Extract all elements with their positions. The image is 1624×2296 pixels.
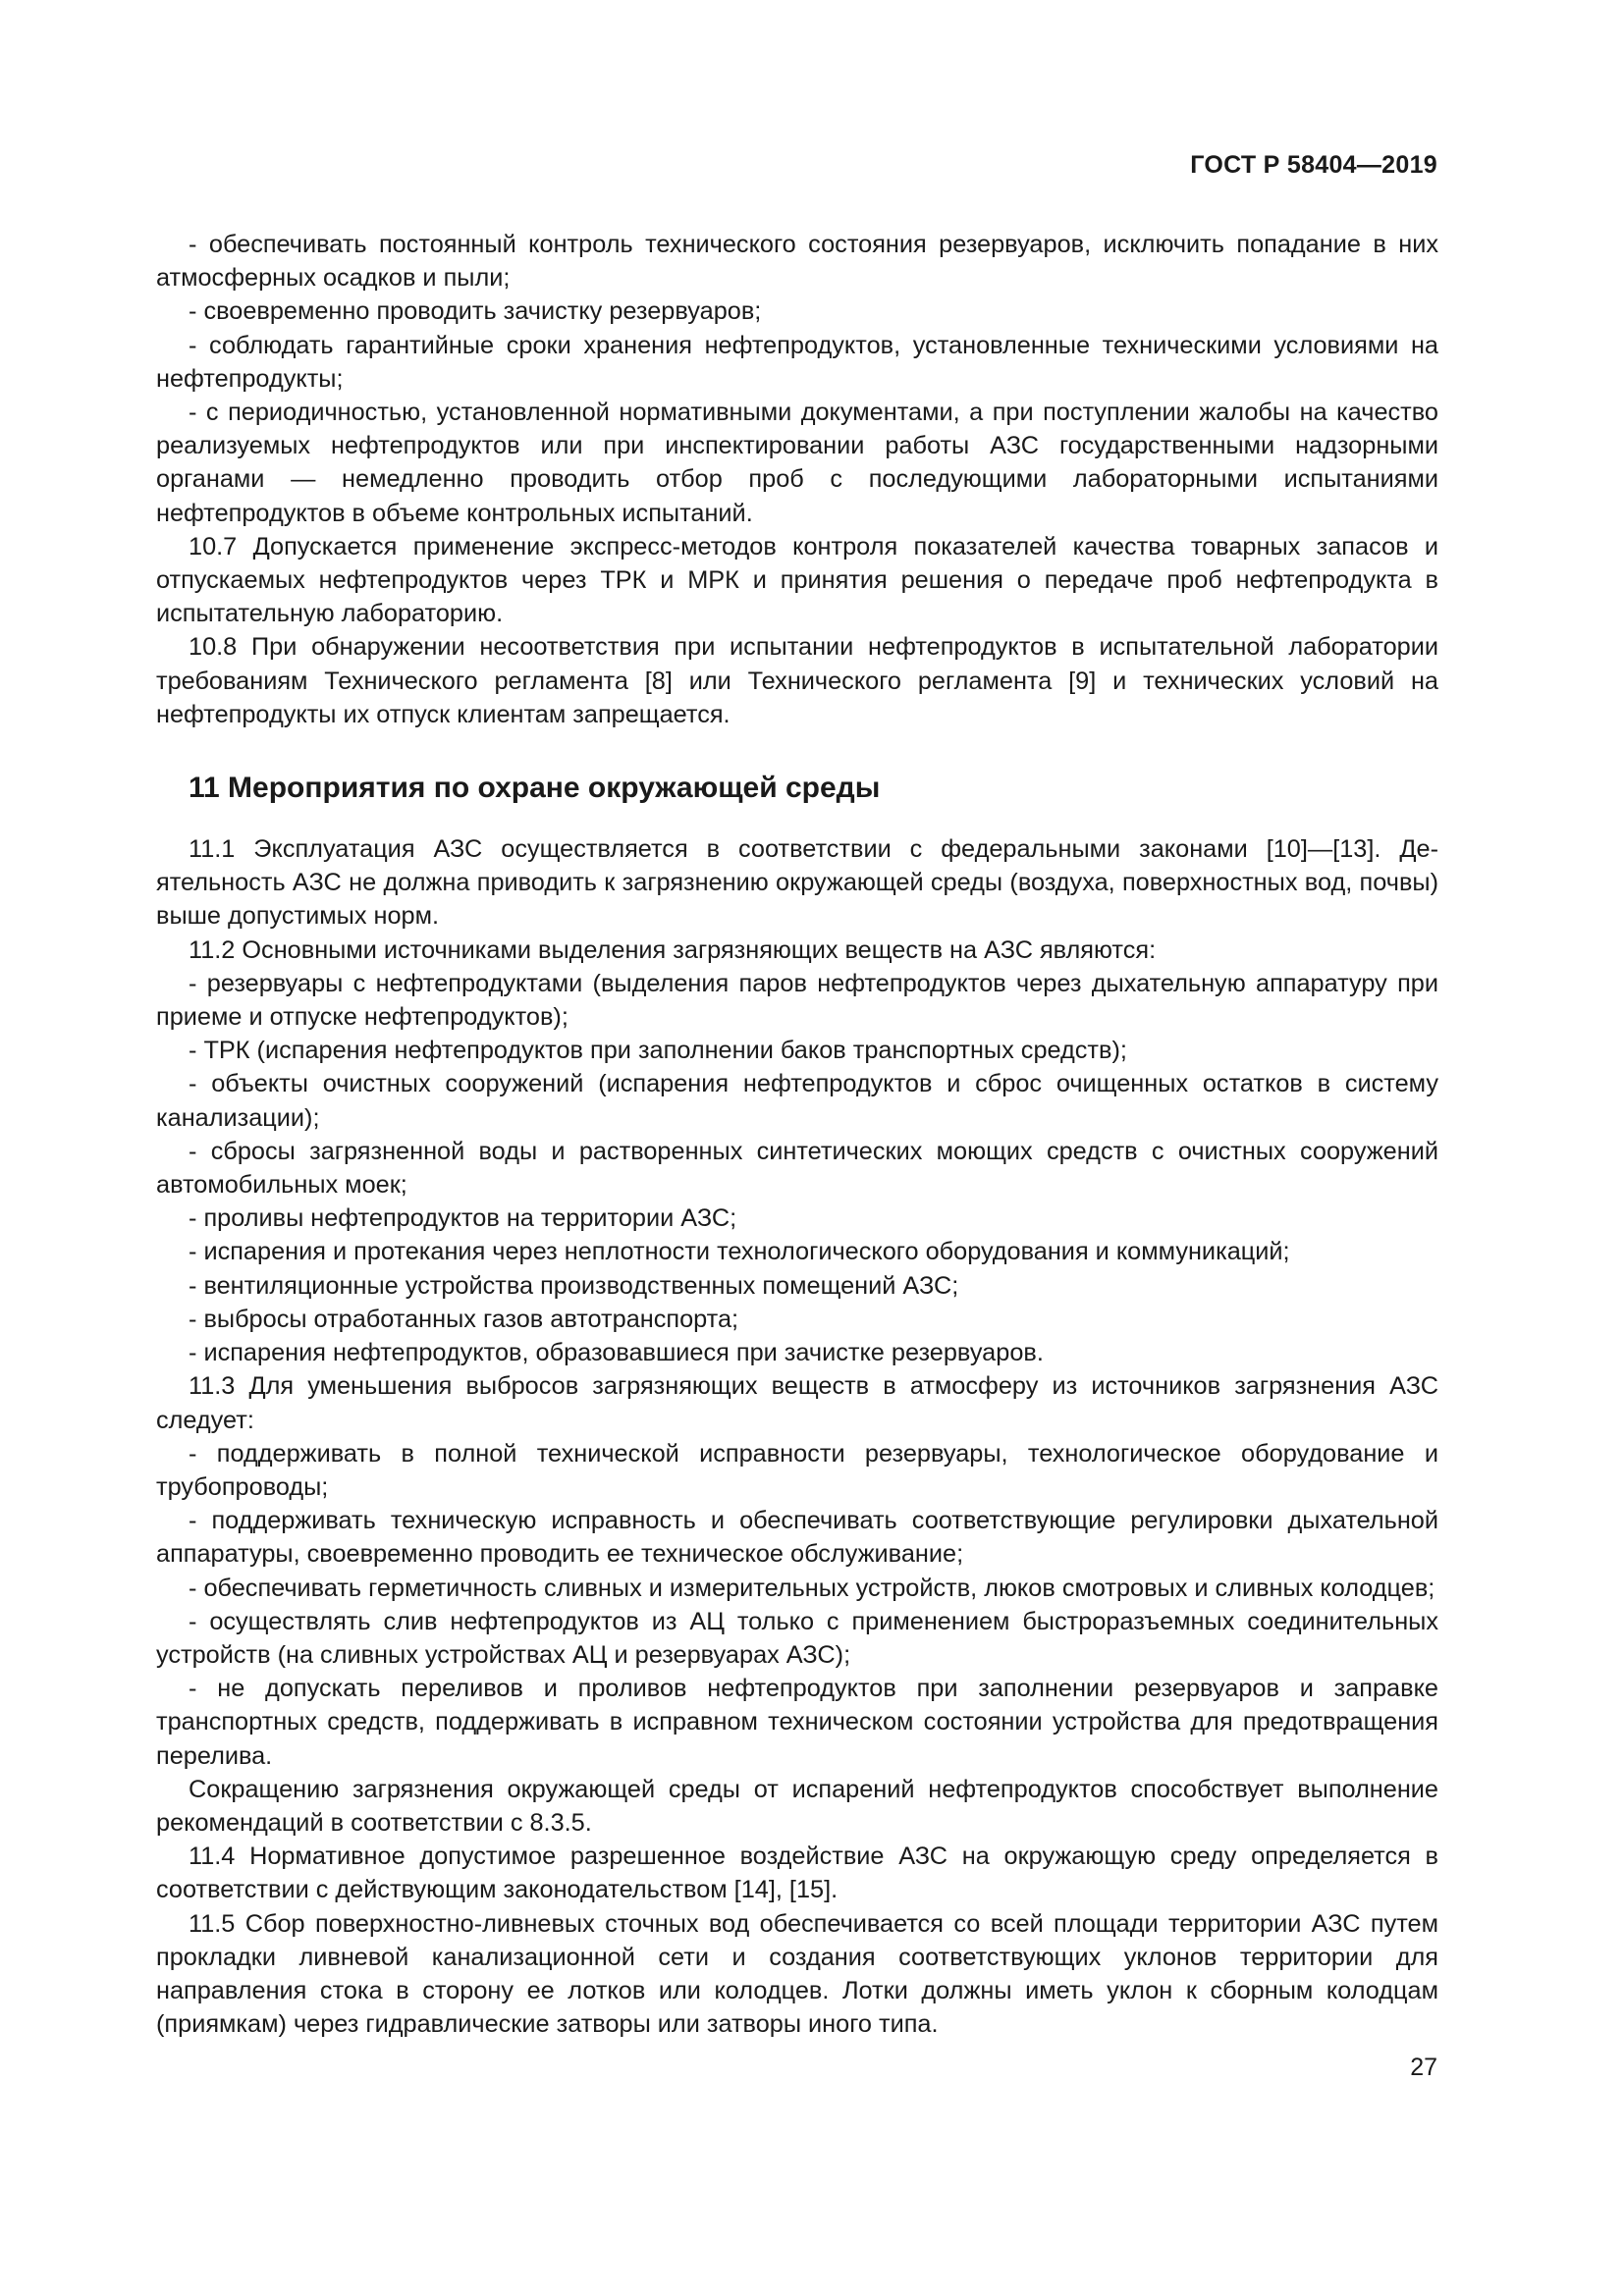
list-item: - сбросы загрязненной воды и растворенных синтетических моющих средств с очистных сооружений автомобильных моек;	[156, 1137, 1438, 1200]
list-item: - поддерживать в полной технической исправности резервуары, технологическое оборудование и трубопроводы;	[156, 1439, 1438, 1501]
paragraph: - своевременно проводить зачистку резервуаров;	[189, 297, 762, 326]
paragraph: - с периодичностью, установленной нормативными документами, а при поступлении жалобы на качество реализуемых нефтепродуктов или при инспектировании работы АЗС государственными надзорными органами — немедленно проводить отбор проб с последующими лабораторными испытаниями нефтепродуктов в объеме контрольных испытаний.	[156, 399, 1438, 527]
list-item: - обеспечивать герметичность сливных и измерительных устройств, люков смотровых и сливных колодцев;	[189, 1574, 1435, 1602]
paragraph: - соблюдать гарантийные сроки хранения нефтепродуктов, установленные техническими условиями на нефтепродукты;	[156, 331, 1438, 393]
paragraph: 11.5 Сбор поверхностно-ливневых сточных вод обеспечивается со всей площади территории АЗС путем прокладки ливневой канализационной сети и создания соответствующих уклонов территории для направления стока в сторону ее лотков или колодцев. Лотки должны иметь уклон к сборным колодцам (приямкам) через гидравлические затворы или затворы иного типа.	[156, 1909, 1438, 2039]
list-item: - ТРК (испарения нефтепродуктов при заполнении баков транспортных средств);	[189, 1037, 1127, 1065]
paragraph: 10.8 При обнаружении несоответствия при испытании нефтепродуктов в испытательной лаборатории требованиям Технического регламента [8] или Технического регламента [9] и технических условий на нефтепродукты их отпуск клиентам запрещается.	[156, 633, 1438, 728]
list-item: - выбросы отработанных газов автотранспорта;	[189, 1305, 739, 1333]
list-item: - осуществлять слив нефтепродуктов из АЦ только с применением быстроразъемных соединительных устройств (на сливных устройствах АЦ и резервуарах АЗС);	[156, 1607, 1438, 1669]
list-item: - резервуары с нефтепродуктами (выделения паров нефтепродуктов через дыхательную аппаратуру при приеме и отпуске нефтепродуктов);	[156, 969, 1438, 1032]
page-content	[156, 228, 1438, 2041]
list-item: - поддерживать техническую исправность и обеспечивать соответствующие регулировки дыхательной аппаратуры, своевременно проводить ее техническое обслуживание;	[156, 1507, 1438, 1569]
list-item: - испарения нефтепродуктов, образовавшиеся при зачистке резервуаров.	[189, 1339, 1044, 1367]
section-heading: 11 Мероприятия по охране окружающей среды	[189, 772, 881, 805]
list-item: - не допускать переливов и проливов нефтепродуктов при заполнении резервуаров и заправке транспортных средств, поддерживать в исправном техническом состоянии устройства для предотвращения перелива.	[156, 1675, 1438, 1770]
document-code-header: ГОСТ Р 58404—2019	[1190, 151, 1437, 179]
list-item: - проливы нефтепродуктов на территории АЗС;	[189, 1204, 737, 1233]
list-item: - вентиляционные устройства производственных помещений АЗС;	[189, 1271, 959, 1300]
paragraph: 11.4 Нормативное допустимое разрешенное воздействие АЗС на окружающую среду определяется в соответствии с действующим законодательством [14], [15].	[156, 1842, 1438, 1904]
list-item: - испарения и протекания через неплотности технологического оборудования и коммуникаций;	[189, 1238, 1290, 1266]
page-number: 27	[1410, 2054, 1437, 2081]
paragraph: 11.1 Эксплуатация АЗС осуществляется в соответствии с федеральными законами [10]—[13]. Деятельность АЗС не должна приводить к загрязнению окружающей среды (воздуха, поверхностных вод, почвы) выше допустимых норм.	[156, 835, 1438, 931]
paragraph: 11.3 Для уменьшения выбросов загрязняющих веществ в атмосферу из источников загрязнения АЗС следует:	[156, 1372, 1438, 1434]
list-item: - объекты очистных сооружений (испарения нефтепродуктов и сброс очищенных остатков в систему канализации);	[156, 1070, 1438, 1132]
paragraph: - обеспечивать постоянный контроль технического состояния резервуаров, исключить попадание в них атмосферных осадков и пыли;	[156, 231, 1438, 293]
paragraph: 11.2 Основными источниками выделения загрязняющих веществ на АЗС являются:	[189, 935, 1157, 964]
paragraph: Сокращению загрязнения окружающей среды от испарений нефтепродуктов способствует выполнение рекомендаций в соответствии с 8.3.5.	[156, 1775, 1438, 1837]
paragraph: 10.7 Допускается применение экспресс-методов контроля показателей качества товарных запасов и отпускаемых нефтепродуктов через ТРК и МРК и принятия решения о передаче проб нефтепродукта в испытательную лабораторию.	[156, 532, 1438, 628]
